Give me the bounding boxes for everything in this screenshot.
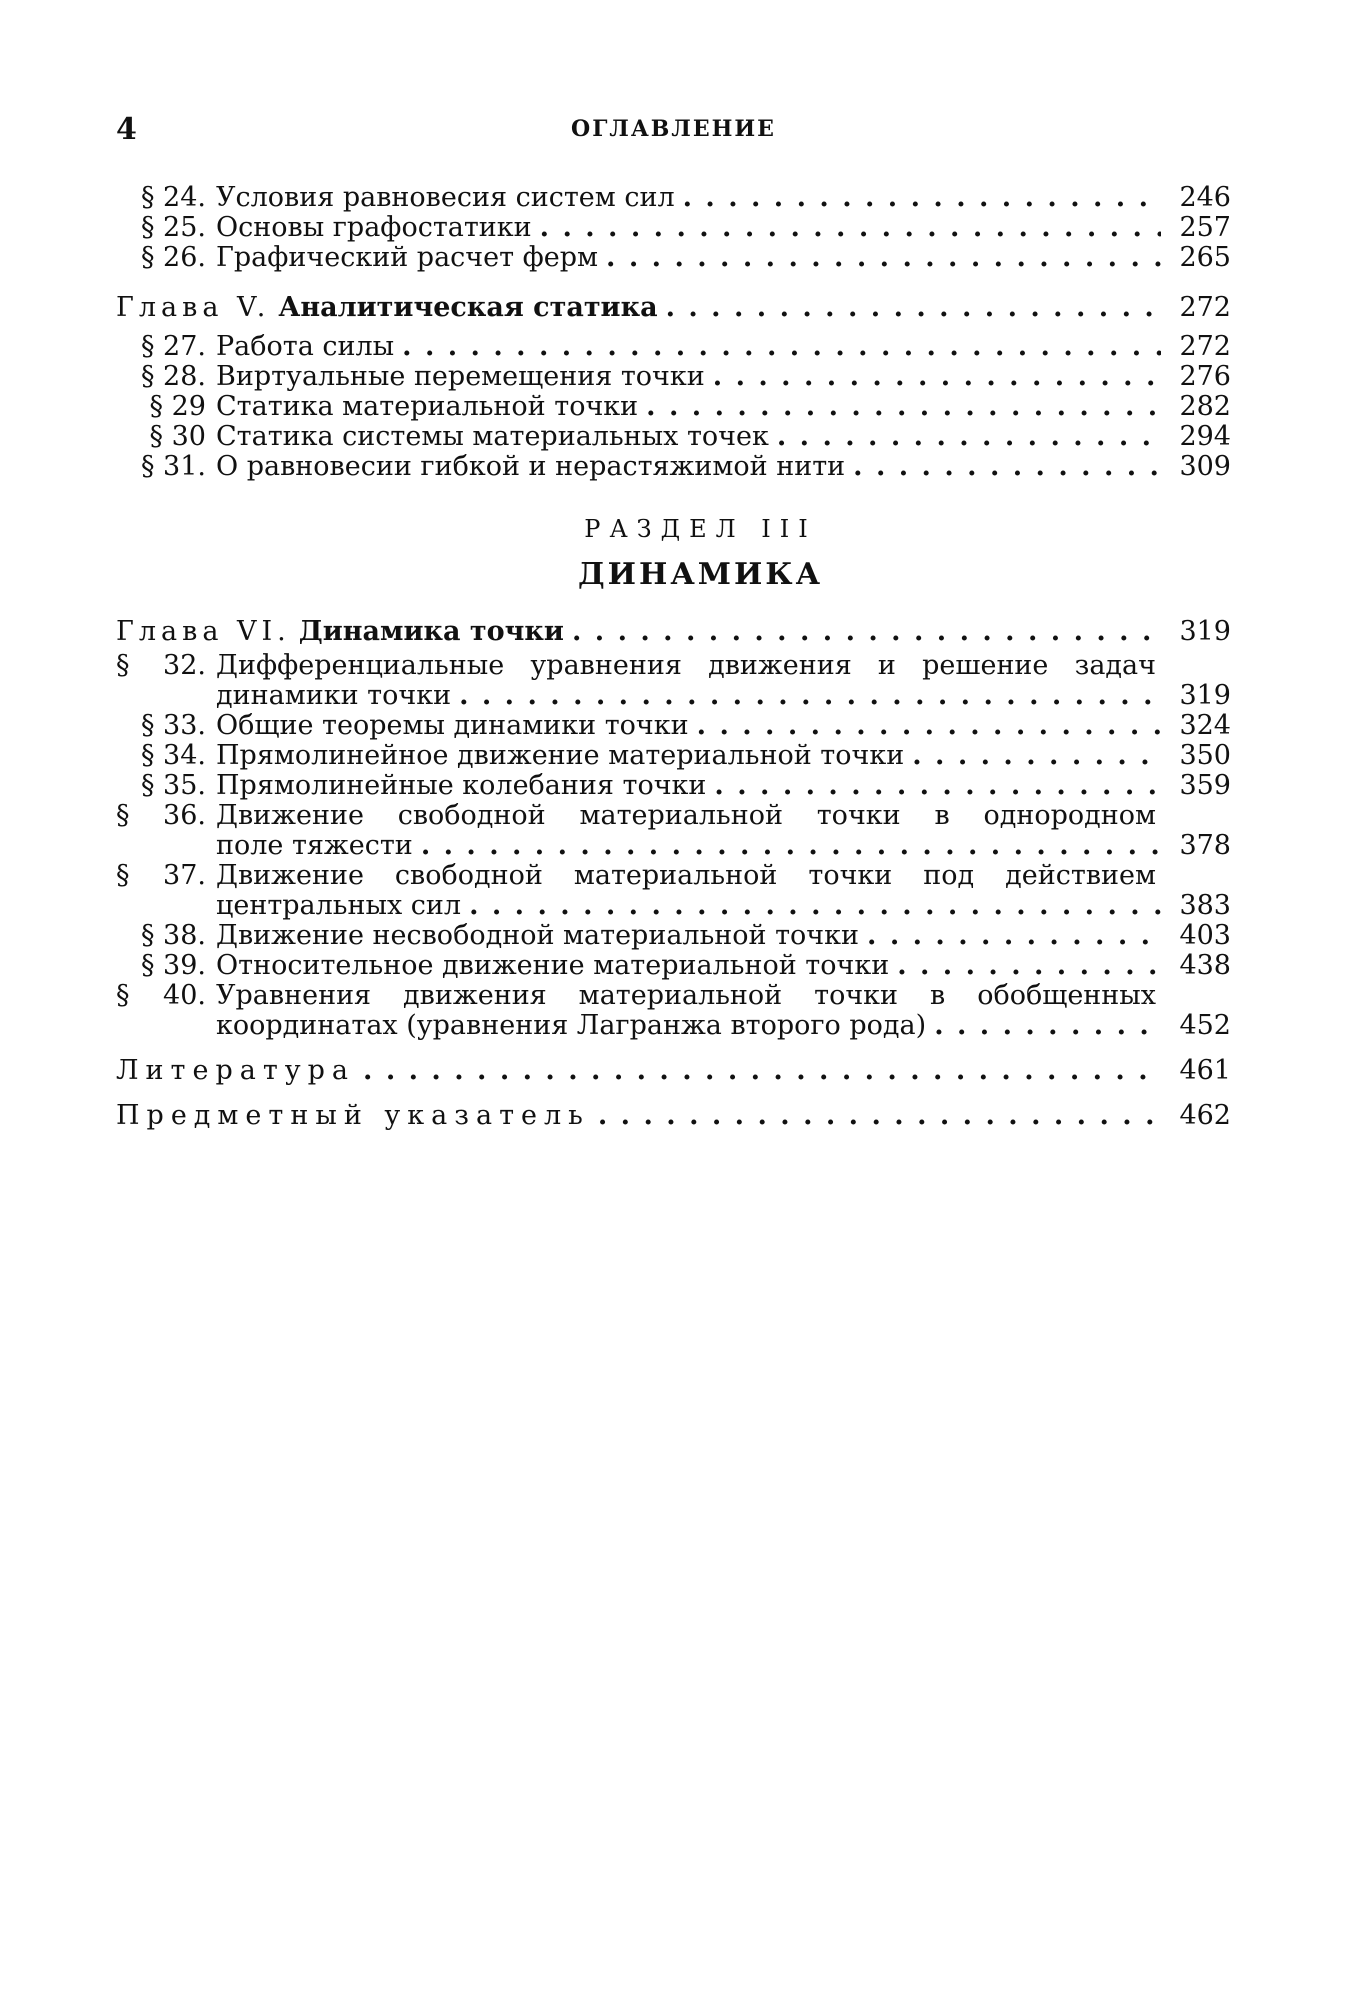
page-ref: 452 xyxy=(1179,1010,1231,1041)
section-title: Работа силы xyxy=(216,331,395,362)
dot-leader xyxy=(421,831,1161,861)
toc-entry-34[interactable] xyxy=(116,741,1231,771)
toc-entry-31[interactable] xyxy=(116,452,1231,482)
section-title: Прямолинейное движение материальной точки xyxy=(216,740,905,771)
page-ref: 319 xyxy=(1179,680,1231,711)
dot-leader xyxy=(697,711,1161,741)
dot-leader xyxy=(912,741,1161,771)
page-ref: 383 xyxy=(1179,890,1231,921)
section-label: § 26. xyxy=(140,242,206,273)
toc-entry-33[interactable] xyxy=(116,711,1231,741)
section-title: Графический расчет ферм xyxy=(216,242,599,273)
toc-entry-32-line1[interactable] xyxy=(116,651,1156,681)
page-ref: 462 xyxy=(1179,1100,1231,1131)
page-ref: 319 xyxy=(1179,616,1231,647)
section-label: § 32. xyxy=(116,650,206,681)
page-ref: 324 xyxy=(1179,710,1231,741)
back-matter-title: Литература xyxy=(116,1055,356,1086)
page-ref: 438 xyxy=(1179,950,1231,981)
part-title: ДИНАМИКА xyxy=(577,557,824,592)
chapter-label: Глава VI. xyxy=(116,616,291,647)
page-ref: 350 xyxy=(1179,740,1231,771)
dot-leader xyxy=(646,392,1161,422)
section-title: О равновесии гибкой и нерастяжимой нити xyxy=(216,451,846,482)
page-number: 4 xyxy=(116,112,137,147)
page-ref: 276 xyxy=(1179,361,1231,392)
chapter-label: Глава V. xyxy=(116,292,271,323)
page-ref: 246 xyxy=(1179,182,1231,213)
part-label: РАЗДЕЛ III xyxy=(584,515,817,543)
section-title-line2: динамики точки xyxy=(216,680,452,711)
dot-leader xyxy=(363,1056,1161,1086)
page-ref: 272 xyxy=(1179,331,1231,362)
section-title: Условия равновесия систем сил xyxy=(216,182,675,213)
page-ref: 461 xyxy=(1179,1055,1231,1086)
section-label: § 39. xyxy=(140,950,206,981)
section-title: Основы графостатики xyxy=(216,212,532,243)
page-ref: 378 xyxy=(1179,830,1231,861)
page-ref: 359 xyxy=(1179,770,1231,801)
toc-literature[interactable] xyxy=(116,1056,1231,1086)
dot-leader xyxy=(598,1101,1161,1131)
section-label: § 34. xyxy=(140,740,206,771)
dot-leader xyxy=(540,213,1161,243)
section-title: Относительное движение материальной точки xyxy=(216,950,890,981)
dot-leader xyxy=(713,362,1161,392)
chapter-title: Аналитическая статика xyxy=(278,292,658,323)
toc-entry-40-line1[interactable] xyxy=(116,981,1156,1011)
dot-leader xyxy=(572,617,1161,647)
toc-entry-39[interactable] xyxy=(116,951,1231,981)
toc-chapter-6[interactable] xyxy=(116,617,1231,647)
section-title-line1: Движение свободной материальной точки в однородном xyxy=(216,800,1156,831)
page-ref: 282 xyxy=(1179,391,1231,422)
toc-subject-index[interactable] xyxy=(116,1101,1231,1131)
toc-entry-24[interactable] xyxy=(116,183,1231,213)
toc-entry-37-line1[interactable] xyxy=(116,861,1156,891)
section-title: Общие теоремы динамики точки xyxy=(216,710,689,741)
dot-leader xyxy=(867,921,1161,951)
page-ref: 257 xyxy=(1179,212,1231,243)
section-label: § 37. xyxy=(116,860,206,891)
running-title: ОГЛАВЛЕНИЕ xyxy=(571,116,776,142)
section-label: § 31. xyxy=(140,451,206,482)
section-label: § 25. xyxy=(140,212,206,243)
page-ref: 309 xyxy=(1179,451,1231,482)
dot-leader xyxy=(606,243,1161,273)
toc-entry-27[interactable] xyxy=(116,332,1231,362)
section-title-line1: Движение свободной материальной точки под действием xyxy=(216,860,1156,891)
dot-leader xyxy=(714,771,1161,801)
section-title-line2: поле тяжести xyxy=(216,830,413,861)
page-ref: 265 xyxy=(1179,242,1231,273)
toc-entry-28[interactable] xyxy=(116,362,1231,392)
section-label: § 40. xyxy=(116,980,206,1011)
section-label: § 24. xyxy=(140,182,206,213)
section-label: § 36. xyxy=(116,800,206,831)
dot-leader xyxy=(402,332,1161,362)
section-title: Статика материальной точки xyxy=(216,391,639,422)
toc-entry-36-line1[interactable] xyxy=(116,801,1156,831)
toc-entry-40-line2[interactable] xyxy=(216,1011,1231,1041)
toc-entry-37-line2[interactable] xyxy=(216,891,1231,921)
section-title: Виртуальные перемещения точки xyxy=(216,361,705,392)
dot-leader xyxy=(777,422,1161,452)
section-title-line1: Дифференциальные уравнения движения и решение задач xyxy=(216,650,1156,681)
section-label: § 38. xyxy=(140,920,206,951)
toc-entry-29[interactable] xyxy=(116,392,1231,422)
section-title: Статика системы материальных точек xyxy=(216,421,769,452)
section-label: § 30 xyxy=(149,421,206,452)
dot-leader xyxy=(459,681,1161,711)
dot-leader xyxy=(666,293,1161,323)
toc-entry-30[interactable] xyxy=(116,422,1231,452)
dot-leader xyxy=(853,452,1161,482)
back-matter-title: Предметный указатель xyxy=(116,1100,590,1131)
section-title: Движение несвободной материальной точки xyxy=(216,920,860,951)
chapter-title: Динамика точки xyxy=(298,616,564,647)
section-label: § 28. xyxy=(140,361,206,392)
toc-entry-32-line2[interactable] xyxy=(216,681,1231,711)
dot-leader xyxy=(897,951,1161,981)
toc-chapter-5[interactable] xyxy=(116,293,1231,323)
dot-leader xyxy=(934,1011,1161,1041)
toc-entry-36-line2[interactable] xyxy=(216,831,1231,861)
section-title-line2: центральных сил xyxy=(216,890,462,921)
toc-entry-38[interactable] xyxy=(116,921,1231,951)
section-label: § 27. xyxy=(140,331,206,362)
page-ref: 403 xyxy=(1179,920,1231,951)
page-ref: 272 xyxy=(1179,292,1231,323)
page-header xyxy=(116,112,1231,152)
toc-entry-25[interactable] xyxy=(116,213,1231,243)
section-label: § 29 xyxy=(149,391,206,422)
section-title-line2: координатах (уравнения Лагранжа второго рода) xyxy=(216,1010,927,1041)
toc-entry-26[interactable] xyxy=(116,243,1231,273)
page-ref: 294 xyxy=(1179,421,1231,452)
dot-leader xyxy=(469,891,1161,921)
section-title: Прямолинейные колебания точки xyxy=(216,770,707,801)
section-title-line1: Уравнения движения материальной точки в обобщенных xyxy=(216,980,1156,1011)
dot-leader xyxy=(683,183,1161,213)
section-label: § 35. xyxy=(140,770,206,801)
section-label: § 33. xyxy=(140,710,206,741)
toc-entry-35[interactable] xyxy=(116,771,1231,801)
